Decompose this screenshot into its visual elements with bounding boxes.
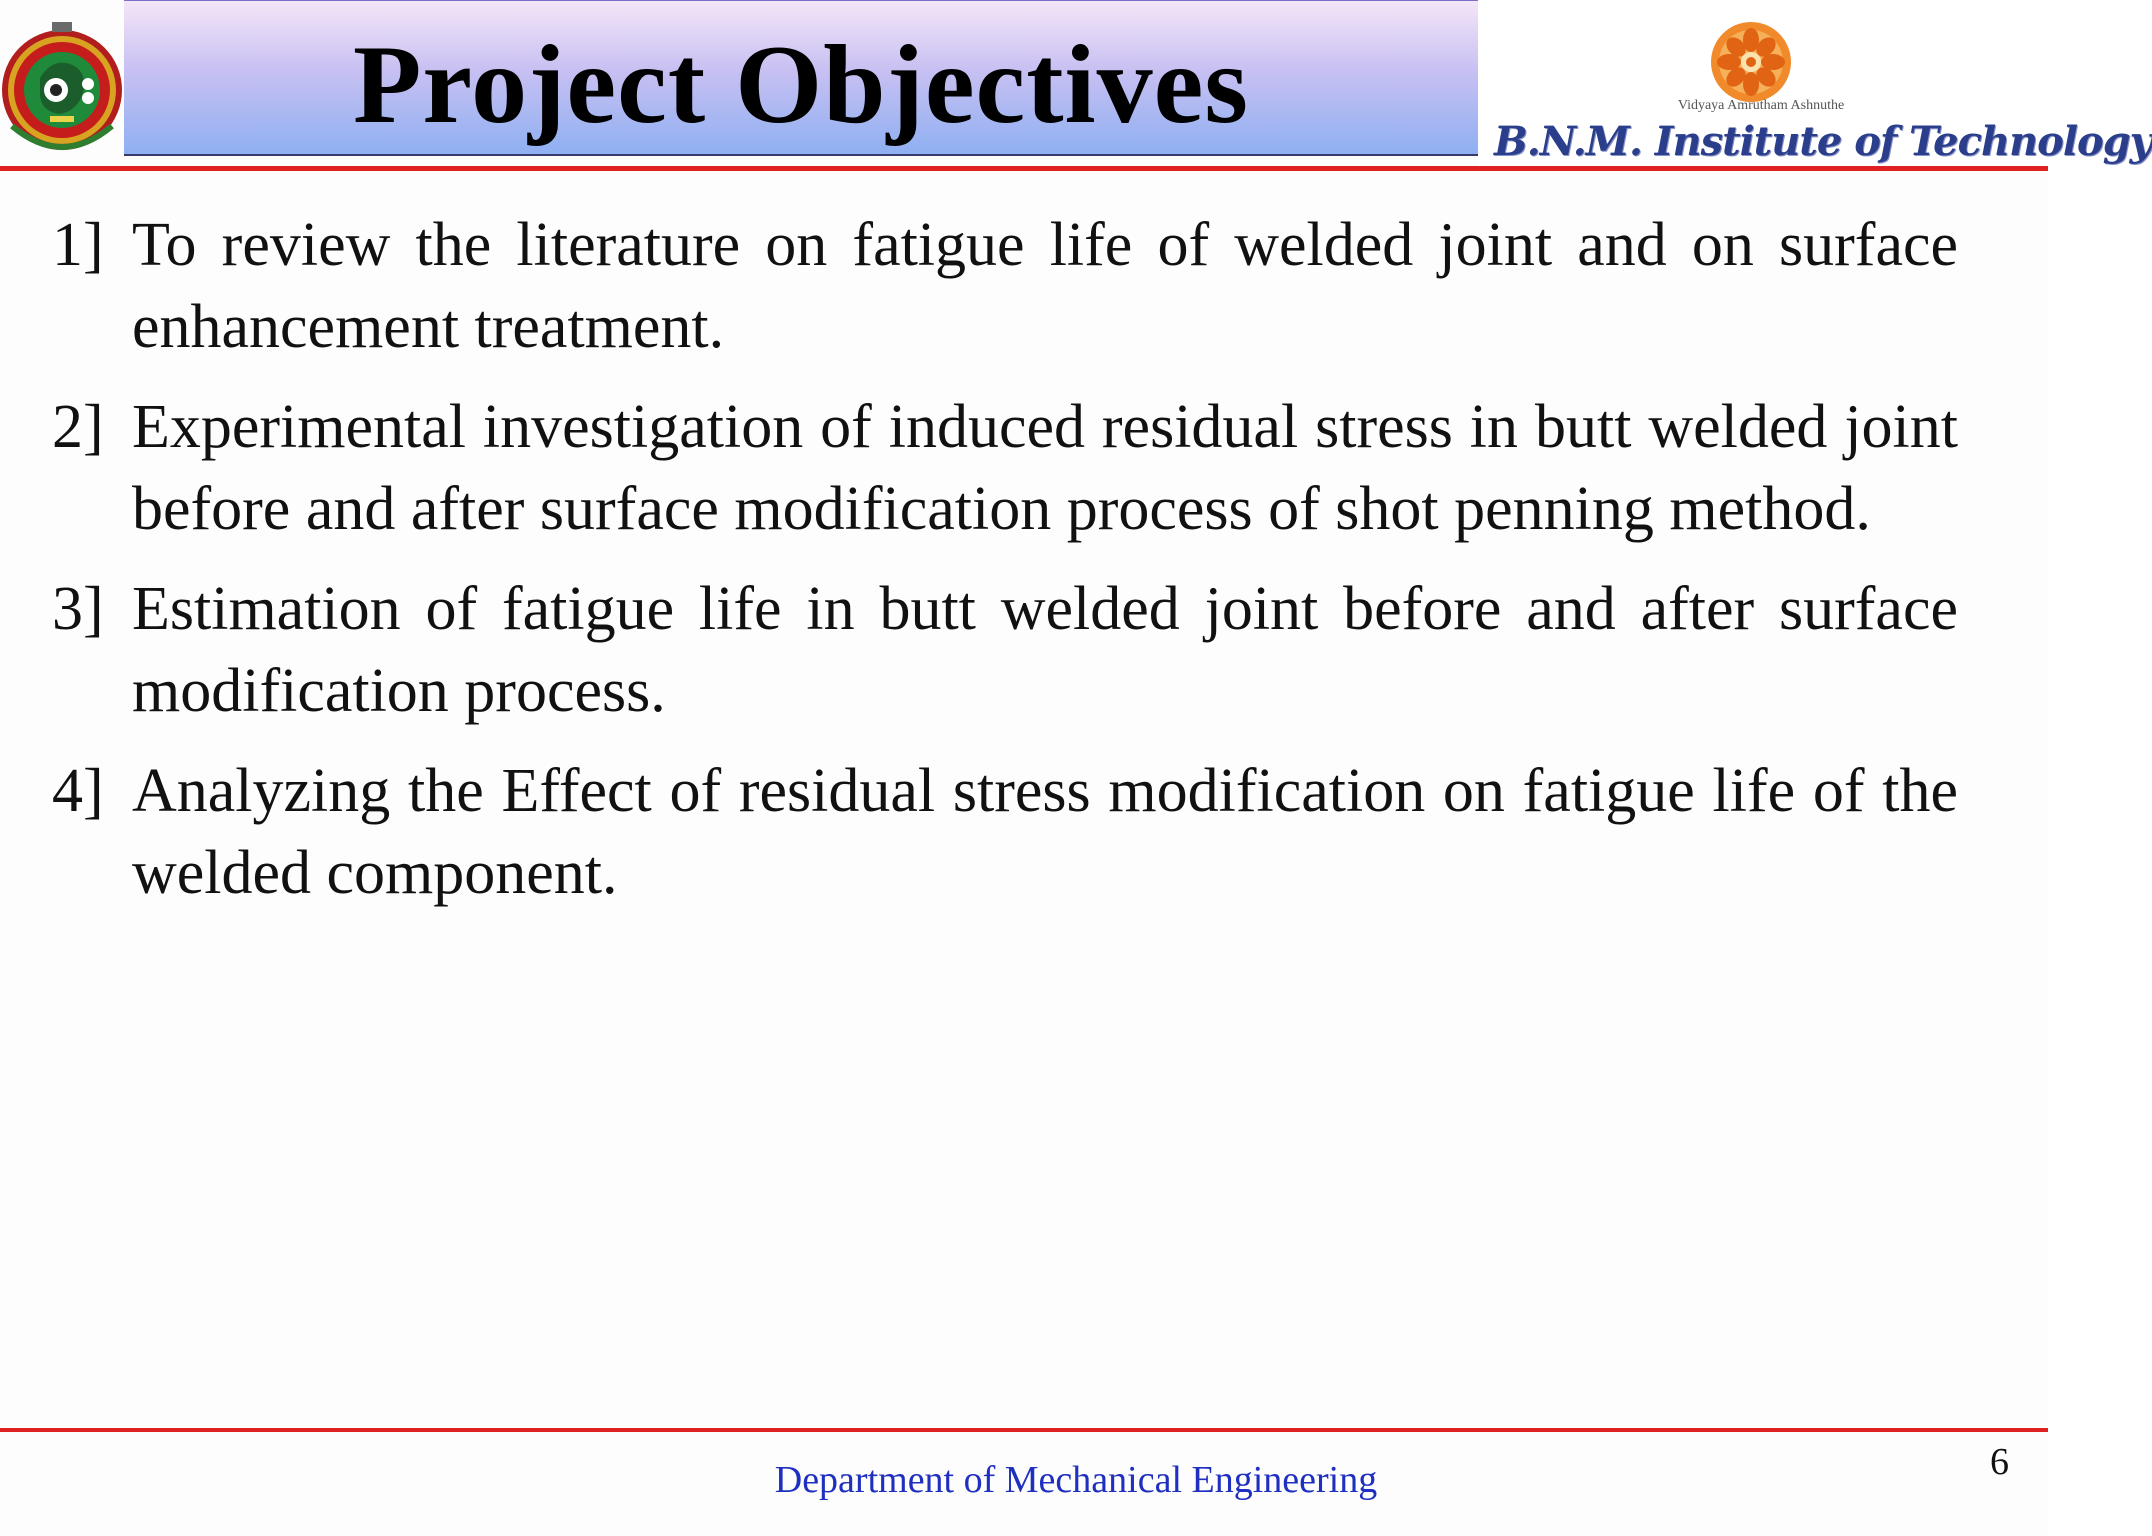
objective-text: Experimental investigation of induced residual stress in butt welded joint before and after surface modification process of shot penning method. bbox=[132, 393, 1958, 543]
objective-text: Estimation of fatigue life in butt welded joint before and after surface modification process. bbox=[132, 575, 1958, 725]
objective-number: 2] bbox=[52, 393, 104, 461]
objective-item bbox=[52, 568, 1958, 732]
institute-motto: Vidyaya Amrutham Ashnuthe bbox=[1677, 98, 1845, 113]
flower-emblem-icon bbox=[1709, 20, 1793, 104]
header-divider bbox=[0, 166, 2048, 171]
objective-item bbox=[52, 386, 1958, 550]
objective-number: 1] bbox=[52, 211, 104, 279]
university-seal-icon bbox=[0, 18, 125, 158]
objectives-list bbox=[52, 204, 1958, 932]
objective-item bbox=[52, 204, 1958, 368]
objective-number: 4] bbox=[52, 757, 104, 825]
footer-divider bbox=[0, 1428, 2048, 1432]
objective-text: To review the literature on fatigue life of welded joint and on surface enhancement treatment. bbox=[132, 211, 1958, 361]
objective-item bbox=[52, 750, 1958, 914]
institute-name: B.N.M. Institute of Technology bbox=[1494, 118, 2152, 165]
title-band bbox=[124, 0, 1478, 156]
objective-text: Analyzing the Effect of residual stress modification on fatigue life of the welded component. bbox=[132, 757, 1958, 907]
institute-logo bbox=[1478, 0, 2152, 166]
objective-number: 3] bbox=[52, 575, 104, 643]
page-number: 6 bbox=[1990, 1441, 2009, 1483]
page-title: Project Objectives bbox=[353, 23, 1249, 147]
footer-department: Department of Mechanical Engineering bbox=[774, 1459, 1378, 1501]
